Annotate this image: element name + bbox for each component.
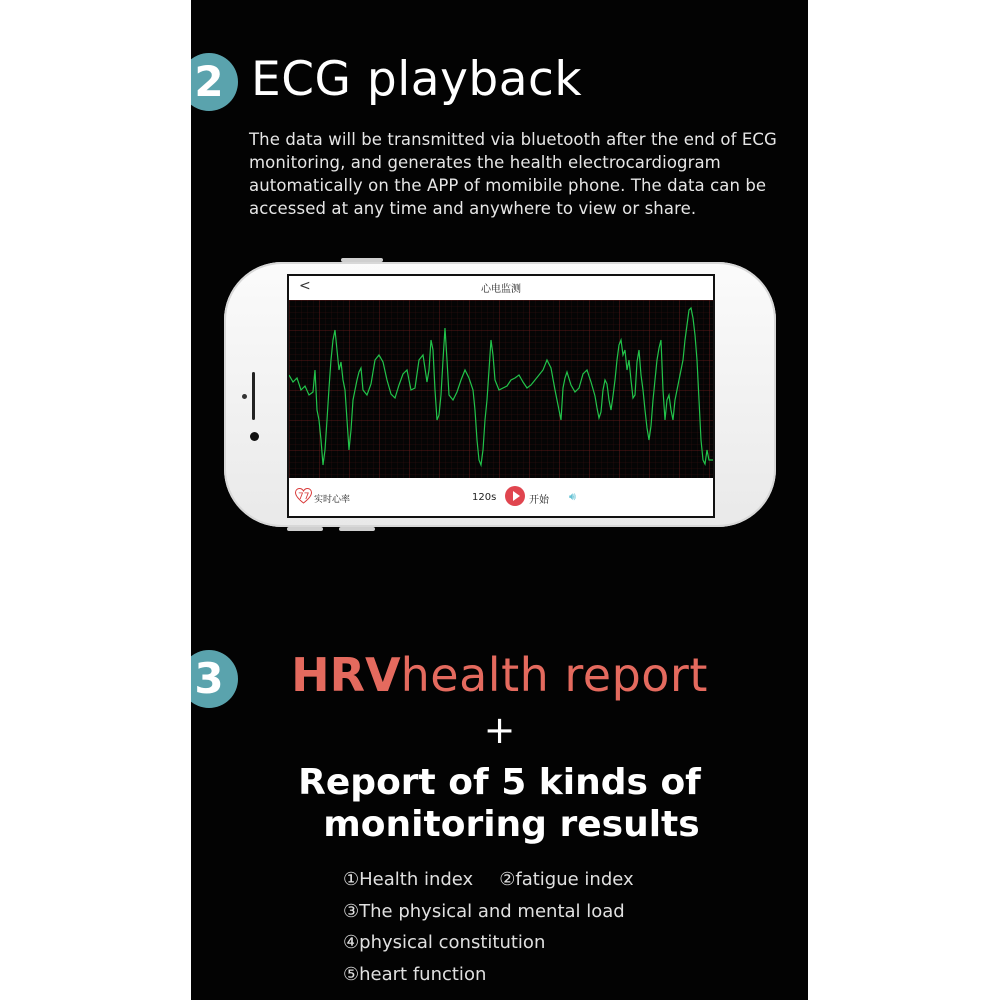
section-description: The data will be transmitted via bluetooth after the end of ECG monitoring, and generates the health electrocardiogram automatically on the APP of momibile phone. The data can be accessed at any time and anywhere to view or share. [249,130,777,218]
list-item-fatigue-index: ②fatigue index [499,869,634,890]
heart-rate-value: 77 [298,492,310,502]
app-header [289,276,713,300]
back-icon[interactable]: < [299,278,311,294]
speaker-icon[interactable]: 🔊︎ [569,490,576,503]
section-number-badge: 3 [191,650,238,708]
plus-sign: + [483,708,516,752]
report-headline [191,762,808,846]
list-item-heart-function: ⑤heart function [343,964,487,985]
start-button-label[interactable]: 开始 [529,495,549,506]
ecg-chart [289,300,713,478]
app-screen [287,274,715,518]
list-item-health-index: ①Health index [343,869,474,890]
ecg-waveform [289,300,713,478]
hrv-title-strong: HRV [291,648,401,702]
phone-mockup [224,262,776,527]
app-title: 心电监测 [481,284,521,295]
hrv-report-title [191,648,808,702]
duration-label: 120s [472,492,497,503]
phone-sensor [242,394,247,399]
play-icon[interactable] [505,486,525,506]
list-item [343,869,634,890]
phone-volume-button [287,527,323,531]
section-title-ecg-playback: ECG playback [251,52,583,107]
list-item-constitution: ④physical constitution [343,932,546,953]
report-headline-line2: monitoring results [323,804,700,845]
content-panel [191,0,808,1000]
phone-camera [250,432,259,441]
hrv-title-rest: health report [400,648,708,702]
app-footer [289,478,713,516]
heart-rate-label: 实时心率 [314,495,351,505]
report-headline-line1: Report of 5 kinds of [298,762,701,803]
section-number-badge: 2 [191,53,238,111]
list-item-load: ③The physical and mental load [343,901,625,922]
phone-volume-button [339,527,375,531]
phone-speaker [252,372,255,420]
